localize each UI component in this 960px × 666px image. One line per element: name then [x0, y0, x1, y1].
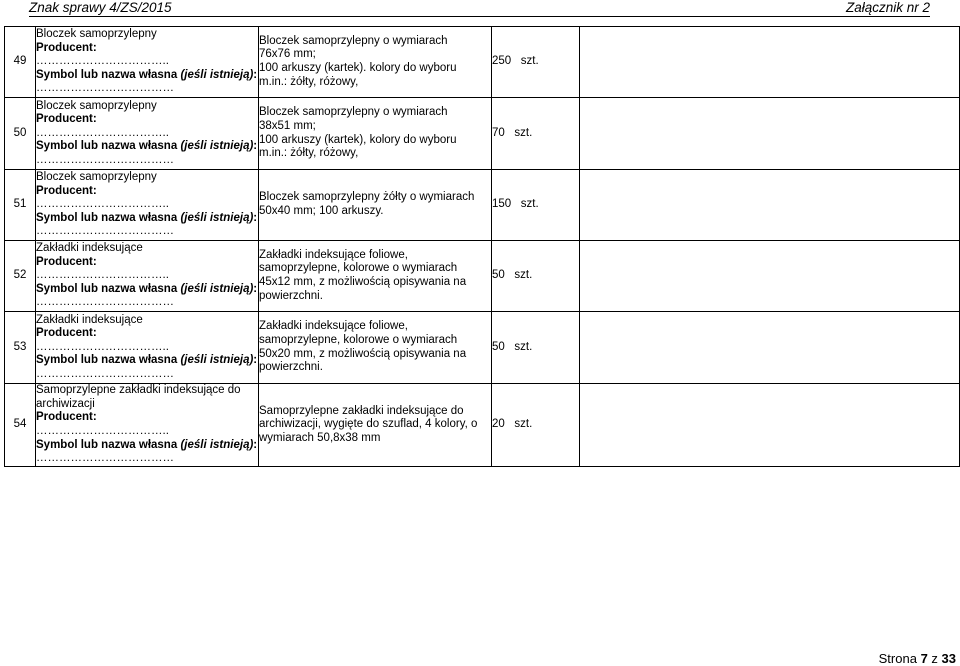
- description-line: Bloczek samoprzylepny o wymiarach: [259, 34, 448, 47]
- symbol-label: Symbol lub nazwa własna (jeśli istnieją):: [36, 354, 258, 367]
- row-number: 54: [5, 384, 36, 467]
- table-row: [5, 27, 960, 98]
- price-cell[interactable]: [580, 27, 960, 98]
- description-cell: [259, 98, 492, 170]
- description-line: m.in.: żółty, różowy,: [259, 147, 359, 160]
- description-cell: [259, 27, 492, 98]
- symbol-blank: ………………………………: [36, 296, 174, 309]
- description-line: Zakładki indeksujące foliowe,: [259, 320, 408, 333]
- page-number: Strona 7 z 33: [878, 651, 956, 666]
- product-cell: [36, 27, 259, 98]
- description-line: 100 arkuszy (kartek), kolory do wyboru: [259, 133, 457, 146]
- symbol-blank: ………………………………: [36, 367, 174, 380]
- table-row: [5, 170, 960, 241]
- description-line: powierzchni.: [259, 289, 323, 302]
- symbol-label: Symbol lub nazwa własna (jeśli istnieją):: [36, 438, 258, 451]
- quantity-value: 150: [492, 198, 512, 211]
- row-number: 53: [5, 312, 36, 384]
- symbol-blank: ………………………………: [36, 225, 174, 238]
- price-cell[interactable]: [580, 98, 960, 170]
- producer-blank: ……………………………..: [36, 269, 169, 282]
- product-name: Bloczek samoprzylepny: [36, 28, 157, 41]
- row-number: 49: [5, 27, 36, 98]
- producer-label: Producent:: [36, 411, 97, 424]
- description-line: samoprzylepne, kolorowe o wymiarach: [259, 333, 458, 346]
- description-cell: [259, 312, 492, 384]
- attachment-label: Załącznik nr 2: [845, 0, 930, 15]
- product-name: Bloczek samoprzylepny: [36, 99, 157, 112]
- symbol-blank: ………………………………: [36, 452, 174, 465]
- quantity-cell: [492, 98, 580, 170]
- producer-label: Producent:: [36, 184, 97, 197]
- producer-blank: ……………………………..: [36, 55, 169, 68]
- description-line: 38x51 mm;: [259, 119, 316, 132]
- symbol-blank: ………………………………: [36, 82, 174, 95]
- quantity-cell: [492, 27, 580, 98]
- product-cell: [36, 98, 259, 170]
- table-row: [5, 241, 960, 312]
- product-cell: [36, 170, 259, 241]
- quantity-value: 20: [492, 418, 505, 431]
- price-cell[interactable]: [580, 170, 960, 241]
- symbol-label: Symbol lub nazwa własna (jeśli istnieją):: [36, 211, 258, 224]
- product-cell: [36, 384, 259, 467]
- product-table: [4, 26, 960, 467]
- price-cell[interactable]: [580, 312, 960, 384]
- description-cell: [259, 241, 492, 312]
- description-cell: [259, 170, 492, 241]
- description-line: archiwizacji, wygięte do szuflad, 4 kolory, o: [259, 418, 478, 431]
- quantity-unit: szt.: [514, 418, 533, 431]
- producer-label: Producent:: [36, 113, 97, 126]
- description-line: m.in.: żółty, różowy,: [259, 75, 359, 88]
- quantity-value: 50: [492, 269, 505, 282]
- description-line: powierzchni.: [259, 361, 323, 374]
- description-line: Samoprzylepne zakładki indeksujące do: [259, 404, 464, 417]
- producer-blank: ……………………………..: [36, 425, 169, 437]
- product-name: Bloczek samoprzylepny: [36, 171, 157, 184]
- table-row: [5, 384, 960, 467]
- quantity-unit: szt.: [520, 55, 539, 68]
- description-line: 100 arkuszy (kartek). kolory do wyboru: [259, 62, 457, 74]
- document-reference: Znak sprawy 4/ZS/2015: [29, 0, 172, 15]
- quantity-unit: szt.: [514, 126, 533, 139]
- description-line: 45x12 mm, z możliwością opisywania na: [259, 276, 467, 288]
- product-name-continued: archiwizacji: [36, 397, 95, 410]
- price-cell[interactable]: [580, 241, 960, 312]
- table-row: [5, 98, 960, 170]
- quantity-value: 70: [492, 126, 505, 139]
- quantity-cell: [492, 241, 580, 312]
- header-divider: [29, 16, 930, 17]
- producer-blank: ……………………………..: [36, 198, 169, 211]
- symbol-label: Symbol lub nazwa własna (jeśli istnieją):: [36, 140, 258, 153]
- description-line: Bloczek samoprzylepny o wymiarach: [259, 106, 448, 119]
- producer-label: Producent:: [36, 327, 97, 340]
- symbol-label: Symbol lub nazwa własna (jeśli istnieją):: [36, 68, 258, 81]
- product-name: Zakładki indeksujące: [36, 242, 143, 255]
- table-row: [5, 312, 960, 384]
- symbol-label: Symbol lub nazwa własna (jeśli istnieją):: [36, 282, 258, 295]
- producer-blank: ……………………………..: [36, 340, 169, 353]
- description-line: 76x76 mm;: [259, 48, 316, 61]
- quantity-unit: szt.: [520, 198, 539, 211]
- product-name: Samoprzylepne zakładki indeksujące do: [36, 384, 241, 397]
- producer-blank: ……………………………..: [36, 126, 169, 139]
- quantity-cell: [492, 312, 580, 384]
- price-cell[interactable]: [580, 384, 960, 467]
- quantity-value: 50: [492, 340, 505, 353]
- description-line: 50x20 mm, z możliwością opisywania na: [259, 347, 467, 360]
- description-line: Zakładki indeksujące foliowe,: [259, 248, 408, 261]
- row-number: 51: [5, 170, 36, 241]
- description-cell: [259, 384, 492, 467]
- description-line: 50x40 mm; 100 arkuszy.: [259, 205, 384, 217]
- producer-label: Producent:: [36, 41, 97, 54]
- description-line: samoprzylepne, kolorowe o wymiarach: [259, 262, 458, 275]
- row-number: 50: [5, 98, 36, 170]
- description-line: wymiarach 50,8x38 mm: [259, 431, 381, 444]
- quantity-value: 250: [492, 55, 512, 68]
- quantity-cell: [492, 384, 580, 467]
- product-cell: [36, 312, 259, 384]
- product-cell: [36, 241, 259, 312]
- symbol-blank: ………………………………: [36, 153, 174, 166]
- product-name: Zakładki indeksujące: [36, 313, 143, 326]
- producer-label: Producent:: [36, 255, 97, 268]
- quantity-unit: szt.: [514, 340, 533, 353]
- row-number: 52: [5, 241, 36, 312]
- quantity-cell: [492, 170, 580, 241]
- quantity-unit: szt.: [514, 269, 533, 282]
- description-line: Bloczek samoprzylepny żółty o wymiarach: [259, 191, 475, 204]
